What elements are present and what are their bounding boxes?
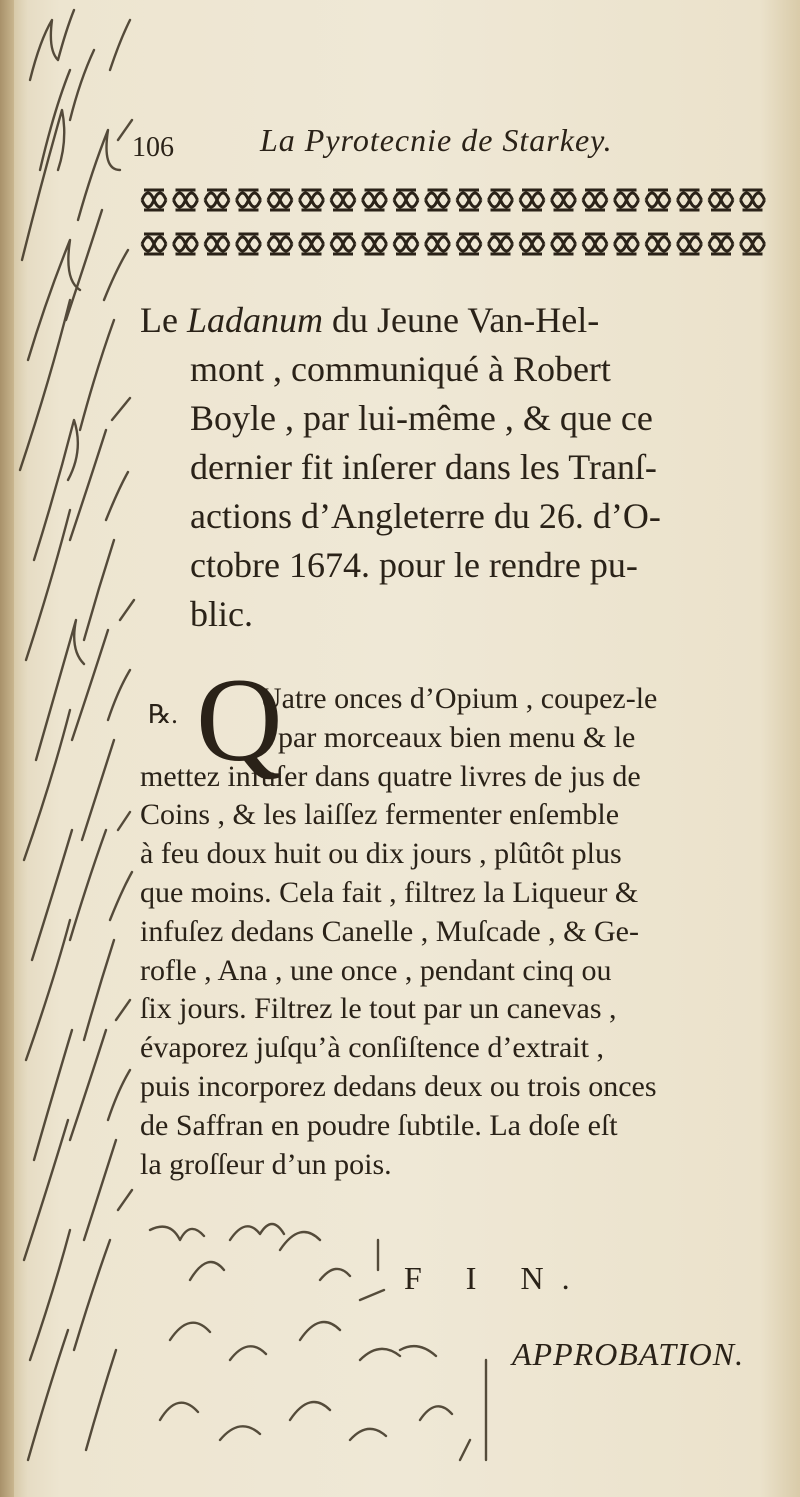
ornament-knot bbox=[520, 234, 544, 254]
ornament-knot bbox=[174, 234, 198, 254]
ornament-knot bbox=[709, 190, 733, 210]
page-number: 106 bbox=[132, 132, 174, 163]
ornament-knot bbox=[646, 190, 670, 210]
ornament-knot bbox=[394, 234, 418, 254]
heading-line: mont , communiqué à Robert bbox=[190, 349, 611, 389]
ornament-knot bbox=[583, 190, 607, 210]
recipe-line: évaporez juſqu’à conſiſtence d’extrait , bbox=[140, 1031, 604, 1065]
ornament-knot bbox=[300, 190, 324, 210]
ornament-knot bbox=[426, 234, 450, 254]
ornament-knot bbox=[363, 234, 387, 254]
ornament-knot bbox=[331, 234, 355, 254]
ornament-knot bbox=[205, 190, 229, 210]
heading-line: Boyle , par lui-même , & que ce bbox=[190, 398, 653, 438]
ornament-knot bbox=[300, 234, 324, 254]
ornament-knot bbox=[237, 234, 261, 254]
ornament-knot bbox=[268, 190, 292, 210]
ornament-knot bbox=[520, 190, 544, 210]
ornament-knot bbox=[583, 234, 607, 254]
ornament-knot bbox=[268, 234, 292, 254]
ornament-knot bbox=[205, 234, 229, 254]
recipe-line: ſix jours. Filtrez le tout par un canevas , bbox=[140, 992, 617, 1026]
recipe-line: Uatre onces d’Opium , coupez-le bbox=[260, 682, 658, 715]
ornament-knot bbox=[741, 234, 765, 254]
ornament-knot bbox=[174, 190, 198, 210]
fin-label: F I N. bbox=[404, 1260, 588, 1296]
recipe-line: que moins. Cela fait , filtrez la Liqueur & bbox=[140, 875, 639, 909]
ornament-knot bbox=[615, 234, 639, 254]
recipe-line: par morceaux bien menu & le bbox=[278, 720, 636, 754]
recipe-line: à feu doux huit ou dix jours , plûtôt plus bbox=[140, 837, 622, 871]
recipe-line: Coins , & les laiſſez fermenter enſemble bbox=[140, 798, 620, 832]
recipe-paragraph bbox=[140, 680, 790, 1184]
running-title: La Pyrotecnie de Starkey. bbox=[260, 122, 613, 158]
page-header bbox=[132, 122, 772, 172]
heading-paragraph bbox=[140, 296, 790, 639]
ornament-knot bbox=[678, 234, 702, 254]
recipe-symbol: ℞. bbox=[148, 700, 178, 729]
ornament-knot bbox=[426, 190, 450, 210]
heading-line: actions d’Angleterre du 26. d’O- bbox=[190, 496, 661, 536]
recipe-line: la groſſeur d’un pois. bbox=[140, 1147, 392, 1181]
ornament-knot bbox=[237, 190, 261, 210]
heading-line: ctobre 1674. pour le rendre pu- bbox=[190, 545, 638, 585]
heading-line: blic. bbox=[190, 594, 253, 634]
catchword: APPROBATION. bbox=[512, 1336, 745, 1372]
printer-ornament-icon bbox=[138, 176, 774, 268]
ornament-knot bbox=[142, 234, 166, 254]
book-gutter bbox=[0, 0, 14, 1497]
ornament-knot bbox=[709, 234, 733, 254]
recipe-line: de Saffran en poudre ſubtile. La doſe eſt bbox=[140, 1108, 618, 1142]
ornament-knot bbox=[331, 190, 355, 210]
heading-line: Le Ladanum du Jeune Van-Hel- bbox=[140, 300, 600, 340]
recipe-line: infuſez dedans Canelle , Muſcade , & Ge- bbox=[140, 914, 639, 948]
ornament-knot bbox=[489, 190, 513, 210]
recipe-line: puis incorporez dedans deux ou trois onces bbox=[140, 1069, 657, 1103]
ornament-knot bbox=[552, 234, 576, 254]
ornament-knot bbox=[646, 234, 670, 254]
ornament-knot bbox=[457, 190, 481, 210]
ornament-knot bbox=[615, 190, 639, 210]
recipe-line: rofle , Ana , une once , pendant cinq ou bbox=[140, 953, 612, 987]
ornament-knot bbox=[394, 190, 418, 210]
ornament-knot bbox=[489, 234, 513, 254]
ornament-knot bbox=[363, 190, 387, 210]
ornament-knot bbox=[552, 190, 576, 210]
drop-cap: Q bbox=[196, 653, 283, 786]
ornament-knot bbox=[457, 234, 481, 254]
ornament-knot bbox=[741, 190, 765, 210]
heading-line: dernier fit inſerer dans les Tranſ- bbox=[190, 447, 657, 487]
recipe-line: mettez infuſer dans quatre livres de jus de bbox=[140, 759, 641, 793]
ornament-knot bbox=[678, 190, 702, 210]
ornament-knot bbox=[142, 190, 166, 210]
